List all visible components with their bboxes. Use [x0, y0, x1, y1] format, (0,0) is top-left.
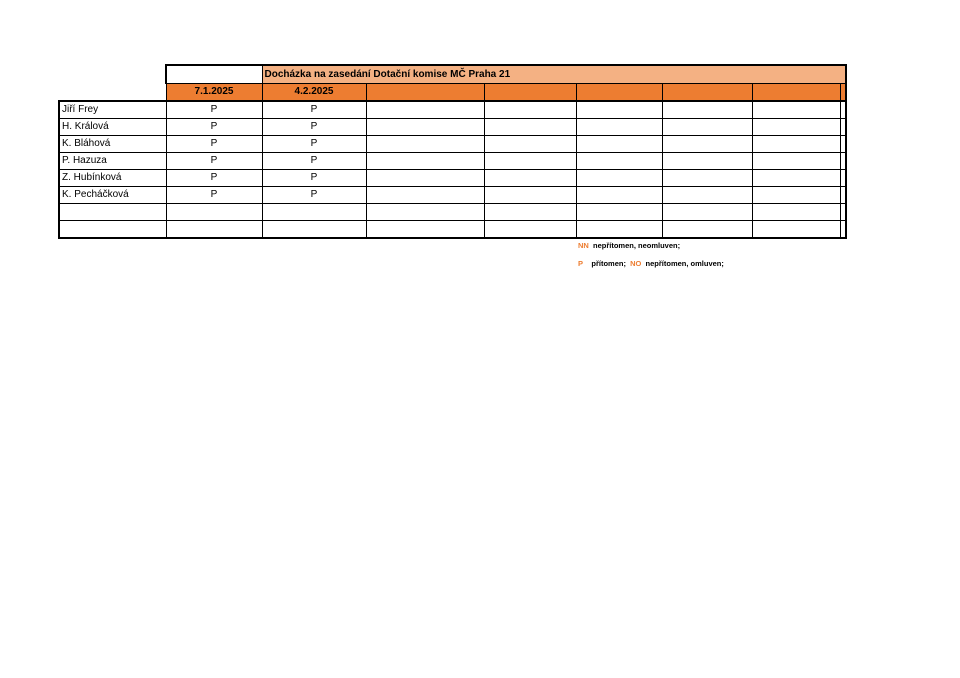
date-header-1[interactable]: 7.1.2025	[166, 84, 262, 102]
attendance-cell[interactable]	[840, 170, 846, 187]
legend	[578, 241, 724, 277]
member-name-cell[interactable]: Z. Hubínková	[59, 170, 166, 187]
attendance-cell[interactable]	[662, 153, 752, 170]
attendance-cell[interactable]	[484, 204, 576, 221]
attendance-cell[interactable]	[840, 221, 846, 239]
empty-corner-cell	[59, 65, 166, 84]
attendance-cell[interactable]	[752, 187, 840, 204]
date-header-6[interactable]	[662, 84, 752, 102]
attendance-cell[interactable]: P	[262, 119, 366, 136]
table-row	[59, 136, 846, 153]
attendance-cell[interactable]	[840, 119, 846, 136]
attendance-cell[interactable]: P	[166, 101, 262, 119]
attendance-cell[interactable]	[662, 136, 752, 153]
attendance-cell[interactable]	[840, 153, 846, 170]
attendance-cell[interactable]	[366, 204, 484, 221]
attendance-cell[interactable]	[166, 221, 262, 239]
table-row	[59, 153, 846, 170]
attendance-cell[interactable]	[366, 221, 484, 239]
legend-code-p: P	[578, 259, 584, 268]
attendance-cell[interactable]	[484, 153, 576, 170]
table-row	[59, 101, 846, 119]
legend-line-p-no	[578, 259, 724, 268]
attendance-cell[interactable]	[662, 221, 752, 239]
date-header-8[interactable]	[840, 84, 846, 102]
legend-line-nn	[578, 241, 724, 250]
attendance-cell[interactable]: P	[166, 170, 262, 187]
attendance-cell[interactable]	[576, 221, 662, 239]
attendance-cell[interactable]	[484, 221, 576, 239]
member-name-cell[interactable]: P. Hazuza	[59, 153, 166, 170]
attendance-cell[interactable]: P	[166, 187, 262, 204]
legend-text-nn: nepřítomen, neomluven;	[593, 241, 681, 250]
attendance-cell[interactable]	[366, 153, 484, 170]
attendance-cell[interactable]	[262, 221, 366, 239]
attendance-cell[interactable]	[840, 204, 846, 221]
date-header-7[interactable]	[752, 84, 840, 102]
attendance-cell[interactable]	[366, 187, 484, 204]
attendance-cell[interactable]	[484, 187, 576, 204]
attendance-cell[interactable]	[840, 136, 846, 153]
attendance-cell[interactable]	[262, 204, 366, 221]
member-name-cell[interactable]: K. Pecháčková	[59, 187, 166, 204]
attendance-cell[interactable]	[752, 119, 840, 136]
attendance-cell[interactable]	[366, 119, 484, 136]
attendance-cell[interactable]	[662, 101, 752, 119]
table-row	[59, 187, 846, 204]
table-row	[59, 119, 846, 136]
attendance-table	[58, 64, 847, 239]
legend-code-nn: NN	[578, 241, 589, 250]
attendance-cell[interactable]	[166, 204, 262, 221]
attendance-cell[interactable]	[662, 170, 752, 187]
name-column-header	[59, 84, 166, 102]
attendance-cell[interactable]	[752, 221, 840, 239]
attendance-cell[interactable]	[662, 204, 752, 221]
date-header-5[interactable]	[576, 84, 662, 102]
attendance-cell[interactable]: P	[166, 119, 262, 136]
member-name-cell[interactable]	[59, 204, 166, 221]
attendance-cell[interactable]	[840, 187, 846, 204]
attendance-sheet	[58, 64, 847, 239]
attendance-cell[interactable]: P	[166, 136, 262, 153]
attendance-cell[interactable]	[366, 170, 484, 187]
attendance-cell[interactable]	[576, 187, 662, 204]
attendance-cell[interactable]	[576, 101, 662, 119]
attendance-cell[interactable]	[752, 101, 840, 119]
attendance-cell[interactable]	[484, 101, 576, 119]
attendance-cell[interactable]	[576, 170, 662, 187]
attendance-cell[interactable]	[576, 119, 662, 136]
attendance-cell[interactable]	[484, 136, 576, 153]
legend-code-no: NO	[630, 259, 642, 268]
attendance-cell[interactable]	[752, 153, 840, 170]
attendance-cell[interactable]	[752, 170, 840, 187]
attendance-cell[interactable]	[752, 204, 840, 221]
date-header-2[interactable]: 4.2.2025	[262, 84, 366, 102]
table-row	[59, 204, 846, 221]
attendance-cell[interactable]	[484, 170, 576, 187]
attendance-cell[interactable]	[576, 153, 662, 170]
attendance-cell[interactable]	[484, 119, 576, 136]
sheet-title: Docházka na zasedání Dotační komise MČ Praha 21	[262, 65, 846, 84]
attendance-cell[interactable]	[366, 101, 484, 119]
date-header-4[interactable]	[484, 84, 576, 102]
member-name-cell[interactable]: K. Bláhová	[59, 136, 166, 153]
attendance-cell[interactable]: P	[262, 101, 366, 119]
table-row	[59, 170, 846, 187]
attendance-cell[interactable]: P	[262, 187, 366, 204]
attendance-cell[interactable]	[366, 136, 484, 153]
attendance-cell[interactable]	[840, 101, 846, 119]
table-row	[59, 221, 846, 239]
attendance-cell[interactable]: P	[166, 153, 262, 170]
legend-text-p: přítomen;	[591, 259, 626, 268]
attendance-cell[interactable]	[576, 204, 662, 221]
member-name-cell[interactable]	[59, 221, 166, 239]
attendance-cell[interactable]	[662, 119, 752, 136]
empty-header-cell	[166, 65, 262, 84]
attendance-cell[interactable]	[576, 136, 662, 153]
member-name-cell[interactable]: H. Králová	[59, 119, 166, 136]
attendance-cell[interactable]	[662, 187, 752, 204]
attendance-cell[interactable]: P	[262, 153, 366, 170]
legend-text-no: nepřítomen, omluven;	[645, 259, 724, 268]
member-name-cell[interactable]: Jiří Frey	[59, 101, 166, 119]
attendance-cell[interactable]	[752, 136, 840, 153]
attendance-cell[interactable]: P	[262, 170, 366, 187]
attendance-cell[interactable]: P	[262, 136, 366, 153]
date-header-3[interactable]	[366, 84, 484, 102]
